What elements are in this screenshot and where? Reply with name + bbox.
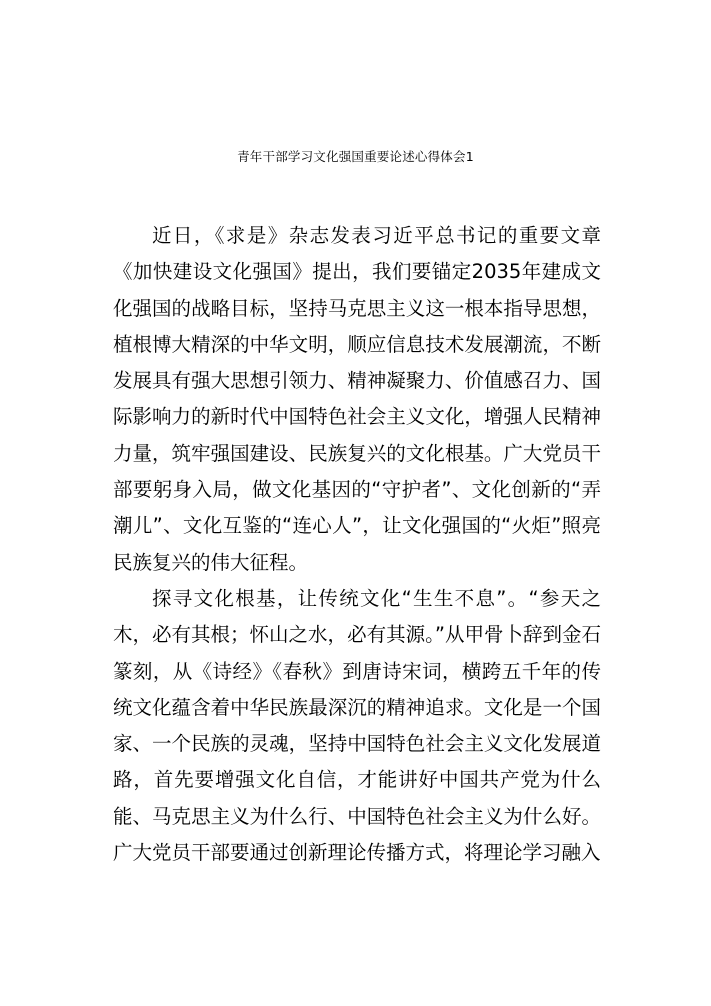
body-paragraph: 探寻文化根基，让传统文化“生生不息”。“参天之木，必有其根；怀山之水，必有其源。”从甲骨卜辞到金石篆刻，从《诗经》《春秋》到唐诗宋词，横跨五千年的传统文化蕴含着中华民族最深沉的精神追求。文化是一个国家、一个民族的灵魂，坚持中国特色社会主义文化发展道路，首先要增强文化自信，才能讲好中国共产党为什么能、马克思主义为什么行、中国特色社会主义为什么好。广大党员干部要通过创新理论传播方式，将理论学习融入 [113, 586, 601, 865]
document-title: 青年干部学习文化强国重要论述心得体会1 [237, 149, 474, 164]
document-body [113, 218, 601, 871]
body-paragraph: 近日，《求是》杂志发表习近平总书记的重要文章《加快建设文化强国》提出，我们要锚定2035年建成文化强国的战略目标，坚持马克思主义这一根本指导思想，植根博大精深的中华文明，顺应信息技术发展潮流，不断发展具有强大思想引领力、精神凝聚力、价值感召力、国际影响力的新时代中国特色社会主义文化，增强人民精神力量，筑牢强国建设、民族复兴的文化根基。广大党员干部要躬身入局，做文化基因的“守护者”、文化创新的“弄潮儿”、文化互鉴的“连心人”，让文化强国的“火炬”照亮民族复兴的伟大征程。 [113, 224, 601, 574]
